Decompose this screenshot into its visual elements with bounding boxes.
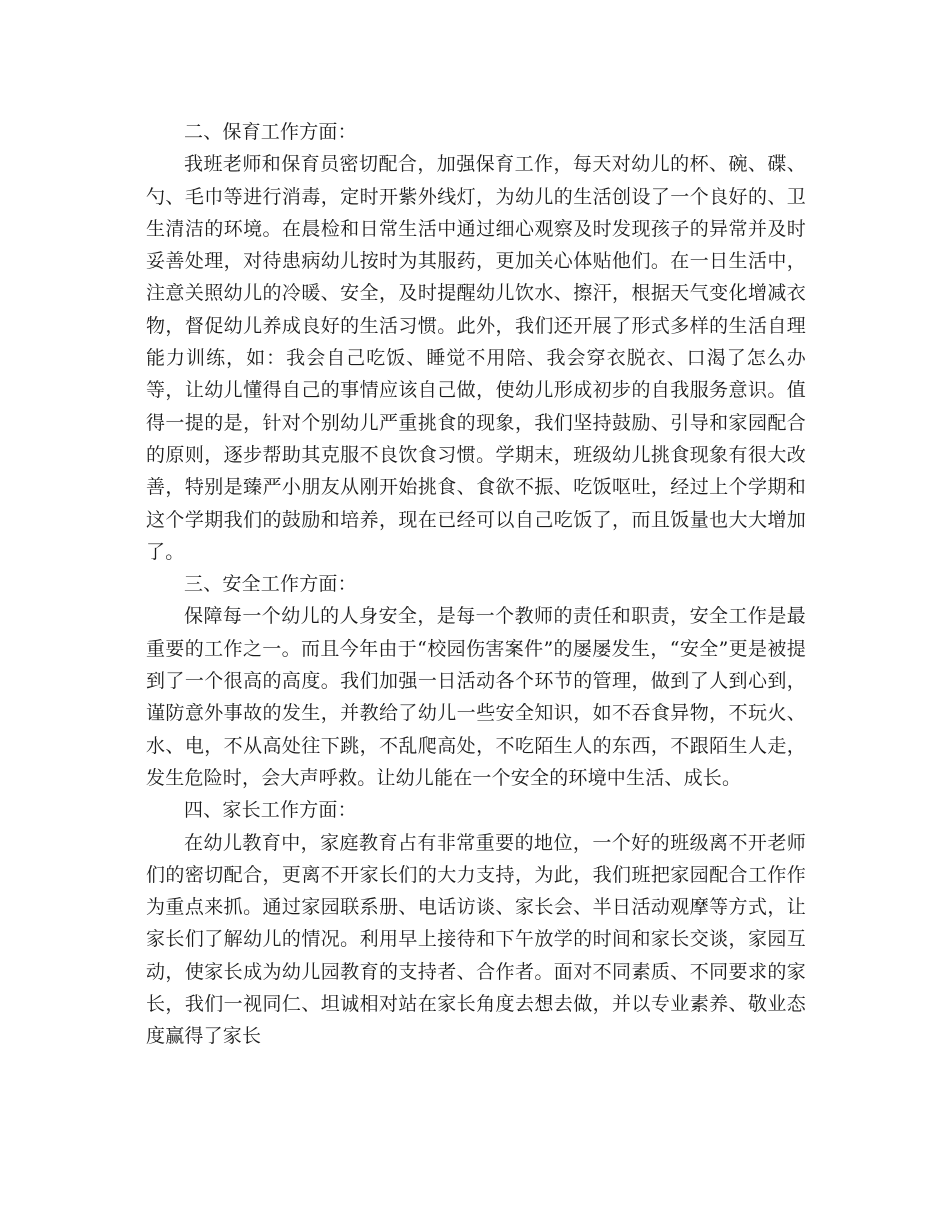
document-body	[146, 116, 806, 1053]
section-heading-parents: 四、家长工作方面：	[184, 799, 357, 822]
section-paragraph-parents: 在幼儿教育中，家庭教育占有非常重要的地位，一个好的班级离不开老师们的密切配合，更离不开家长们的大力支持，为此，我们班把家园配合工作作为重点来抓。通过家园联系册、电话访谈、家长会、半日活动观摩等方式，让家长们了解幼儿的情况。利用早上接待和下午放学的时间和家长交谈，家园互动，使家长成为幼儿园教育的支持者、合作者。面对不同素质、不同要求的家长，我们一视同仁、坦诚相对站在家长角度去想去做，并以专业素养、敬业态度赢得了家长	[146, 831, 806, 1048]
section-heading-childcare: 二、保育工作方面：	[184, 121, 357, 143]
section-paragraph-safety: 保障每一个幼儿的人身安全，是每一个教师的责任和职责，安全工作是最重要的工作之一。而且今年由于“校园伤害案件”的屡屡发生，“安全”更是被提到了一个很高的高度。我们加强一日活动各个环节的管理，做到了人到心到，谨防意外事故的发生，并教给了幼儿一些安全知识，如不吞食异物，不玩火、水、电，不从高处往下跳，不乱爬高处，不吃陌生人的东西，不跟陌生人走，发生危险时，会大声呼救。让幼儿能在一个安全的环境中生活、成长。	[146, 605, 806, 789]
section-heading-safety: 三、安全工作方面：	[184, 573, 357, 596]
section-paragraph-childcare: 我班老师和保育员密切配合，加强保育工作，每天对幼儿的杯、碗、碟、勺、毛巾等进行消毒，定时开紫外线灯，为幼儿的生活创设了一个良好的、卫生清洁的环境。在晨检和日常生活中通过细心观察及时发现孩子的异常并及时妥善处理，对待患病幼儿按时为其服药，更加关心体贴他们。在一日生活中，注意关照幼儿的冷暖、安全，及时提醒幼儿饮水、擦汗，根据天气变化增减衣物，督促幼儿养成良好的生活习惯。此外，我们还开展了形式多样的生活自理能力训练，如：我会自己吃饭、睡觉不用陪、我会穿衣脱衣、口渴了怎么办等，让幼儿懂得自己的事情应该自己做，使幼儿形成初步的自我服务意识。值得一提的是，针对个别幼儿严重挑食的现象，我们坚持鼓励、引导和家园配合的原则，逐步帮助其克服不良饮食习惯。学期末，班级幼儿挑食现象有很大改善，特别是臻严小朋友从刚开始挑食、食欲不振、吃饭呕吐，经过上个学期和这个学期我们的鼓励和培养，现在已经可以自己吃饭了，而且饭量也大大增加了。	[146, 153, 806, 563]
